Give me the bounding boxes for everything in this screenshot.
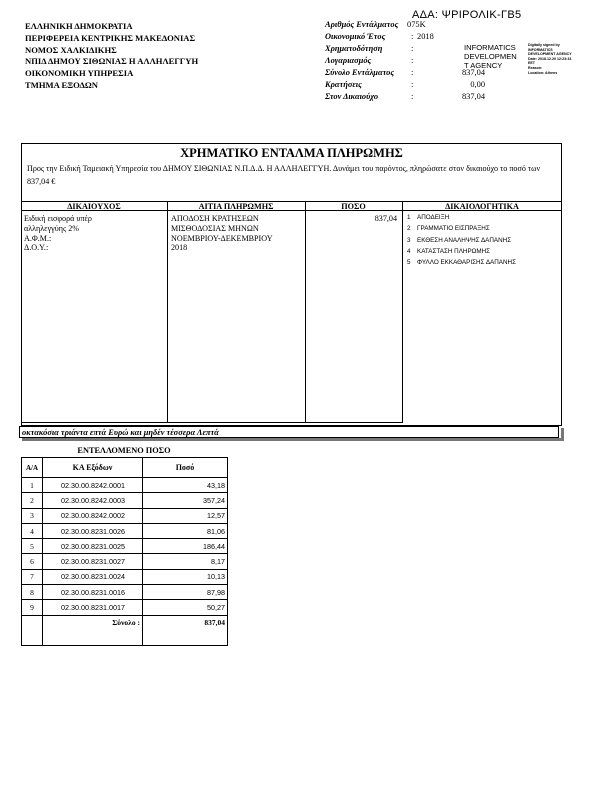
- total-row: [22, 615, 228, 645]
- document-number: 2: [407, 225, 411, 233]
- table-row: [22, 554, 228, 569]
- row-ka: 02.30.00.8242.0001: [43, 478, 143, 493]
- header-line: ΕΛΛΗΝΙΚΗ ΔΗΜΟΚΡΑΤΙΑ: [25, 21, 133, 31]
- column-header-reason: ΑΙΤΙΑ ΠΛΗΡΩΜΗΣ: [198, 202, 274, 211]
- document-text: ΕΚΘΕΣΗ ΑΝΑΛΗΨΗΣ ΔΑΠΑΝΗΣ: [417, 236, 512, 244]
- row-pos: 43,18: [143, 478, 228, 493]
- table-row: [22, 569, 228, 584]
- reason-line: 2018: [171, 243, 188, 253]
- table-header-row: [22, 458, 228, 478]
- row-aa: 1: [22, 478, 43, 493]
- meta-label: Οικονομικό Έτος: [325, 32, 386, 41]
- row-pos: 357,24: [143, 493, 228, 508]
- total-value: 837,04: [143, 615, 228, 645]
- meta-label: Κρατήσεις: [325, 80, 362, 89]
- grid-line: [167, 201, 168, 423]
- header-line: ΤΜΗΜΑ ΕΞΟΔΩΝ: [25, 79, 98, 90]
- table-row: [22, 539, 228, 554]
- row-aa: 9: [22, 600, 43, 615]
- grid-line: [402, 201, 403, 423]
- table-row: [22, 493, 228, 508]
- meta-label: Αριθμός Εντάλματος: [325, 20, 399, 29]
- shadow: [22, 438, 564, 441]
- row-aa: 2: [22, 493, 43, 508]
- document-title: ΧΡΗΜΑΤΙΚΟ ΕΝΤΑΛΜΑ ΠΛΗΡΩΜΗΣ: [180, 146, 403, 160]
- document-number: 3: [407, 236, 411, 244]
- document-number: 5: [407, 259, 411, 267]
- row-pos: 50,27: [143, 600, 228, 615]
- row-aa: 3: [22, 508, 43, 523]
- meta-value: 075Κ: [407, 20, 426, 29]
- row-ka: 02.30.00.8231.0017: [43, 600, 143, 615]
- row-ka: 02.30.00.8231.0016: [43, 585, 143, 600]
- breakdown-table: [21, 457, 228, 646]
- table-row: [22, 585, 228, 600]
- table-row: [22, 600, 228, 615]
- meta-colon: :: [411, 44, 414, 53]
- table-row: [22, 478, 228, 493]
- reason-line: ΝΟΕΜΒΡΙΟΥ-ΔΕΚΕΜΒΡΙΟΥ: [171, 233, 273, 243]
- row-pos: 12,57: [143, 508, 228, 523]
- breakdown-title: ΕΝΤΕΛΛΟΜΕΝΟ ΠΟΣΟ: [77, 446, 171, 455]
- document-item: [407, 246, 516, 257]
- row-ka: 02.30.00.8242.0003: [43, 493, 143, 508]
- reason-line: ΑΠΟΔΟΣΗ ΚΡΑΤΗΣΕΩΝ: [171, 214, 259, 223]
- meta-label: Σύνολο Εντάλματος: [325, 68, 395, 77]
- header-line: ΝΠΙΔ ΔΗΜΟΥ ΣΙΘΩΝΙΑΣ Η ΑΛΛΗΛΕΓΓΥΗ: [25, 56, 199, 67]
- stamp-detail: Digitally signed by: [528, 43, 560, 47]
- document-text: ΦΥΛΛΟ ΕΚΚΑΘΑΡΙΣΗΣ ΔΑΠΑΝΗΣ: [417, 259, 516, 267]
- stamp-line: DEVELOPMEN: [464, 52, 517, 61]
- row-aa: 7: [22, 569, 43, 584]
- row-aa: 6: [22, 554, 43, 569]
- stamp-line: T AGENCY: [464, 61, 503, 70]
- beneficiary-line: Α.Φ.Μ.:: [24, 233, 52, 243]
- document-text: ΚΑΤΑΣΤΑΣΗ ΠΛΗΡΩΜΗΣ: [417, 247, 491, 255]
- intro-text: Προς την Ειδική Ταμειακή Υπηρεσία του ΔΗΜΟΥ ΣΙΘΩΝΙΑΣ Ν.Π.Δ.Δ. Η ΑΛΛΗΛΕΓΓΥΗ. Δυνάμει του παρόντος, πληρώσατε στον δικαιούχο το ποσό των 837,04 €: [27, 164, 541, 186]
- meta-label: Λογαριασμός: [325, 56, 372, 65]
- meta-label: Χρηματοδότηση: [325, 44, 383, 53]
- stamp-detail: EET: [528, 61, 535, 66]
- reason-cell: [171, 214, 273, 253]
- header-line: ΝΟΜΟΣ ΧΑΛΚΙΔΙΚΗΣ: [25, 44, 117, 55]
- header-line: ΠΕΡΙΦΕΡΕΙΑ ΚΕΝΤΡΙΚΗΣ ΜΑΚΕΔΟΝΙΑΣ: [25, 32, 196, 43]
- document-text: ΓΡΑΜΜΑΤΙΟ ΕΙΣΠΡΑΞΗΣ: [417, 225, 490, 233]
- meta-colon: :: [411, 32, 414, 41]
- row-ka: 02.30.00.8231.0026: [43, 523, 143, 538]
- stamp-detail: Location: Athens: [528, 70, 558, 75]
- row-pos: 8,17: [143, 554, 228, 569]
- column-header-documents: ΔΙΚΑΙΟΛΟΓΗΤΙΚΑ: [445, 202, 519, 211]
- beneficiary-line: Ειδική εισφορά υπέρ: [24, 214, 92, 223]
- table-row: [22, 508, 228, 523]
- meta-colon: :: [411, 80, 414, 89]
- document-text: ΑΠΟΔΕΙΞΗ: [417, 214, 450, 221]
- signature-stamp-details: [528, 43, 598, 75]
- stamp-detail: INFORMATICS: [528, 47, 553, 52]
- stamp-line: INFORMATICS: [464, 43, 516, 52]
- amount-cell: 837,04: [374, 214, 397, 223]
- total-blank: [22, 615, 43, 645]
- row-aa: 8: [22, 585, 43, 600]
- document-item: [407, 235, 516, 246]
- document-item: [407, 223, 516, 234]
- stamp-detail: Reason:: [528, 65, 543, 70]
- row-ka: 02.30.00.8231.0024: [43, 569, 143, 584]
- stamp-detail: Date: 2018.12.20 12:23:33: [528, 56, 572, 61]
- issuer-header: [25, 21, 198, 92]
- document-number: 1: [407, 214, 411, 221]
- row-pos: 10,13: [143, 569, 228, 584]
- row-pos: 81,06: [143, 523, 228, 538]
- reason-line: ΜΙΣΘΟΔΟΣΙΑΣ ΜΗΝΩΝ: [171, 223, 259, 233]
- header-ka: ΚΑ Εξόδων: [43, 458, 143, 478]
- meta-colon: :: [411, 92, 414, 101]
- beneficiary-line: Δ.Ο.Υ.:: [24, 243, 49, 253]
- header-pos: Ποσό: [143, 458, 228, 478]
- document-number: 4: [407, 247, 411, 255]
- row-pos: 186,44: [143, 539, 228, 554]
- documents-list: [407, 212, 516, 268]
- total-label: Σύνολο :: [43, 615, 143, 645]
- grid-line: [305, 201, 306, 423]
- meta-value: 837,04: [461, 92, 485, 101]
- beneficiary-line: αλληλεγγύης 2%: [24, 223, 79, 233]
- column-header-beneficiary: ΔΙΚΑΙΟΥΧΟΣ: [67, 202, 121, 211]
- signature-stamp-name: [464, 43, 517, 70]
- meta-label: Στον Δικαιούχο: [325, 92, 379, 101]
- meta-colon: :: [411, 56, 414, 65]
- header-aa: Α/Α: [22, 458, 43, 478]
- stamp-detail: DEVELOPMENT AGENCY: [528, 52, 572, 57]
- header-line: ΟΙΚΟΝΟΜΙΚΗ ΥΠΗΡΕΣΙΑ: [25, 68, 134, 79]
- grid-line: [21, 422, 402, 423]
- meta-value: 837,04: [461, 68, 485, 77]
- meta-colon: :: [411, 68, 414, 77]
- column-header-amount: ΠΟΣΟ: [341, 202, 366, 211]
- row-aa: 5: [22, 539, 43, 554]
- meta-value: 0,00: [470, 80, 485, 89]
- row-ka: 02.30.00.8231.0025: [43, 539, 143, 554]
- table-row: [22, 523, 228, 538]
- document-item: [407, 257, 516, 268]
- row-ka: 02.30.00.8231.0027: [43, 554, 143, 569]
- row-pos: 87,98: [143, 585, 228, 600]
- amount-in-words: οκτακόσια τριάντα επτά Ευρώ και μηδέν τέσσερα Λεπτά: [19, 426, 559, 438]
- beneficiary-cell: [24, 214, 92, 253]
- ada-code: ΑΔΑ: ΨΡΙΡΟΛΙΚ-ΓΒ5: [412, 9, 522, 21]
- row-ka: 02.30.00.8242.0002: [43, 508, 143, 523]
- meta-value: 2018: [417, 32, 434, 41]
- row-aa: 4: [22, 523, 43, 538]
- document-item: [407, 212, 516, 223]
